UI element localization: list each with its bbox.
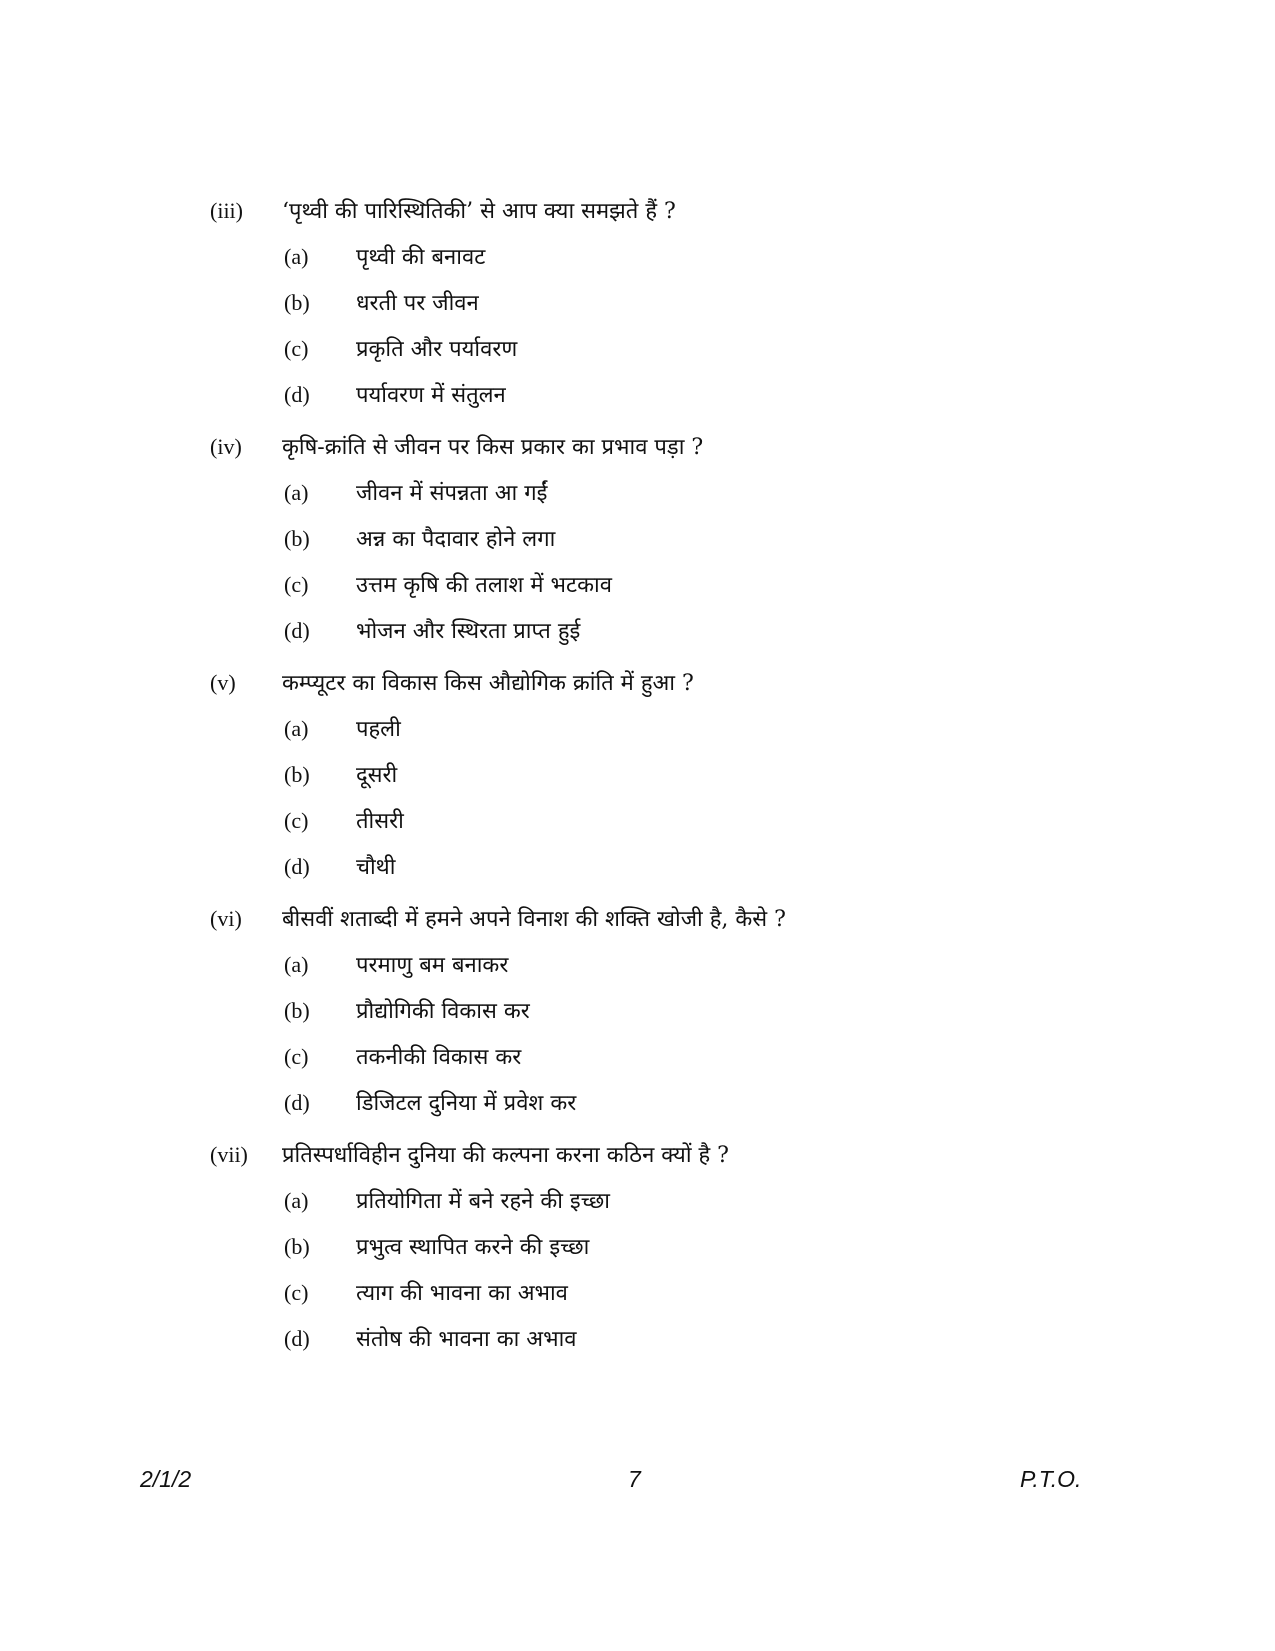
page-footer (0, 1466, 1275, 1496)
question-number: (iv) (210, 434, 242, 459)
option-text: प्रभुत्व स्थापित करने की इच्छा (356, 1235, 590, 1260)
question-text: कम्प्यूटर का विकास किस औद्योगिक क्रांति में हुआ ? (282, 671, 694, 696)
option-label: (c) (284, 1280, 309, 1305)
pto-label: P.T.O. (1020, 1466, 1082, 1492)
option-c (284, 570, 1130, 600)
option-d (284, 852, 1130, 882)
option-label: (a) (284, 1188, 309, 1213)
option-text: संतोष की भावना का अभाव (356, 1327, 577, 1352)
option-text: त्याग की भावना का अभाव (356, 1281, 568, 1306)
option-text: अन्न का पैदावार होने लगा (356, 527, 556, 552)
option-label: (a) (284, 244, 309, 269)
option-text: उत्तम कृषि की तलाश में भटकाव (356, 573, 612, 598)
option-text: डिजिटल दुनिया में प्रवेश कर (356, 1091, 577, 1116)
option-a (284, 478, 1130, 508)
option-label: (b) (284, 526, 310, 551)
question-vii (210, 1140, 1130, 1354)
option-d (284, 1324, 1130, 1354)
option-c (284, 334, 1130, 364)
question-stem (210, 196, 1130, 226)
question-number: (vi) (210, 906, 242, 931)
option-text: भोजन और स्थिरता प्राप्त हुई (356, 619, 581, 644)
question-iii (210, 196, 1130, 410)
paper-code: 2/1/2 (140, 1466, 192, 1492)
option-text: दूसरी (356, 763, 398, 788)
option-label: (d) (284, 854, 310, 879)
option-list (210, 950, 1130, 1118)
option-label: (a) (284, 952, 309, 977)
question-text: प्रतिस्पर्धाविहीन दुनिया की कल्पना करना कठिन क्यों है ? (282, 1143, 729, 1168)
option-text: प्रौद्योगिकी विकास कर (356, 999, 530, 1024)
option-text: धरती पर जीवन (356, 291, 479, 316)
question-number: (iii) (210, 198, 243, 223)
option-label: (d) (284, 1326, 310, 1351)
question-text: ‘पृथ्वी की पारिस्थितिकी’ से आप क्या समझते हैं ? (282, 199, 676, 224)
option-text: चौथी (356, 855, 396, 880)
option-b (284, 760, 1130, 790)
option-label: (a) (284, 716, 309, 741)
option-label: (b) (284, 762, 310, 787)
option-label: (b) (284, 998, 310, 1023)
option-b (284, 1232, 1130, 1262)
option-label: (c) (284, 808, 309, 833)
option-c (284, 1278, 1130, 1308)
option-text: पृथ्वी की बनावट (356, 245, 486, 270)
question-iv (210, 432, 1130, 646)
option-a (284, 950, 1130, 980)
question-v (210, 668, 1130, 882)
option-d (284, 616, 1130, 646)
option-label: (b) (284, 290, 310, 315)
option-label: (b) (284, 1234, 310, 1259)
option-text: पर्यावरण में संतुलन (356, 383, 506, 408)
option-label: (d) (284, 618, 310, 643)
option-label: (c) (284, 572, 309, 597)
option-d (284, 1088, 1130, 1118)
question-stem (210, 1140, 1130, 1170)
question-number: (v) (210, 670, 236, 695)
question-text: कृषि-क्रांति से जीवन पर किस प्रकार का प्रभाव पड़ा ? (282, 435, 704, 460)
question-stem (210, 432, 1130, 462)
option-text: पहली (356, 717, 401, 742)
option-label: (a) (284, 480, 309, 505)
question-number: (vii) (210, 1142, 248, 1167)
question-text: बीसवीं शताब्दी में हमने अपने विनाश की शक्ति खोजी है, कैसे ? (282, 907, 786, 932)
question-stem (210, 668, 1130, 698)
question-vi (210, 904, 1130, 1118)
option-list (210, 242, 1130, 410)
option-label: (c) (284, 336, 309, 361)
option-label: (d) (284, 1090, 310, 1115)
option-text: तकनीकी विकास कर (356, 1045, 522, 1070)
option-a (284, 1186, 1130, 1216)
option-b (284, 524, 1130, 554)
option-text: जीवन में संपन्नता आ गईं (356, 481, 548, 506)
option-c (284, 1042, 1130, 1072)
option-list (210, 714, 1130, 882)
option-b (284, 288, 1130, 318)
question-stem (210, 904, 1130, 934)
option-d (284, 380, 1130, 410)
question-list (210, 196, 1130, 1376)
option-text: तीसरी (356, 809, 404, 834)
option-a (284, 714, 1130, 744)
option-text: परमाणु बम बनाकर (356, 953, 509, 978)
option-list (210, 1186, 1130, 1354)
option-label: (c) (284, 1044, 309, 1069)
page-number: 7 (628, 1466, 641, 1492)
option-label: (d) (284, 382, 310, 407)
option-text: प्रकृति और पर्यावरण (356, 337, 518, 362)
option-a (284, 242, 1130, 272)
option-text: प्रतियोगिता में बने रहने की इच्छा (356, 1189, 610, 1214)
option-list (210, 478, 1130, 646)
option-b (284, 996, 1130, 1026)
option-c (284, 806, 1130, 836)
